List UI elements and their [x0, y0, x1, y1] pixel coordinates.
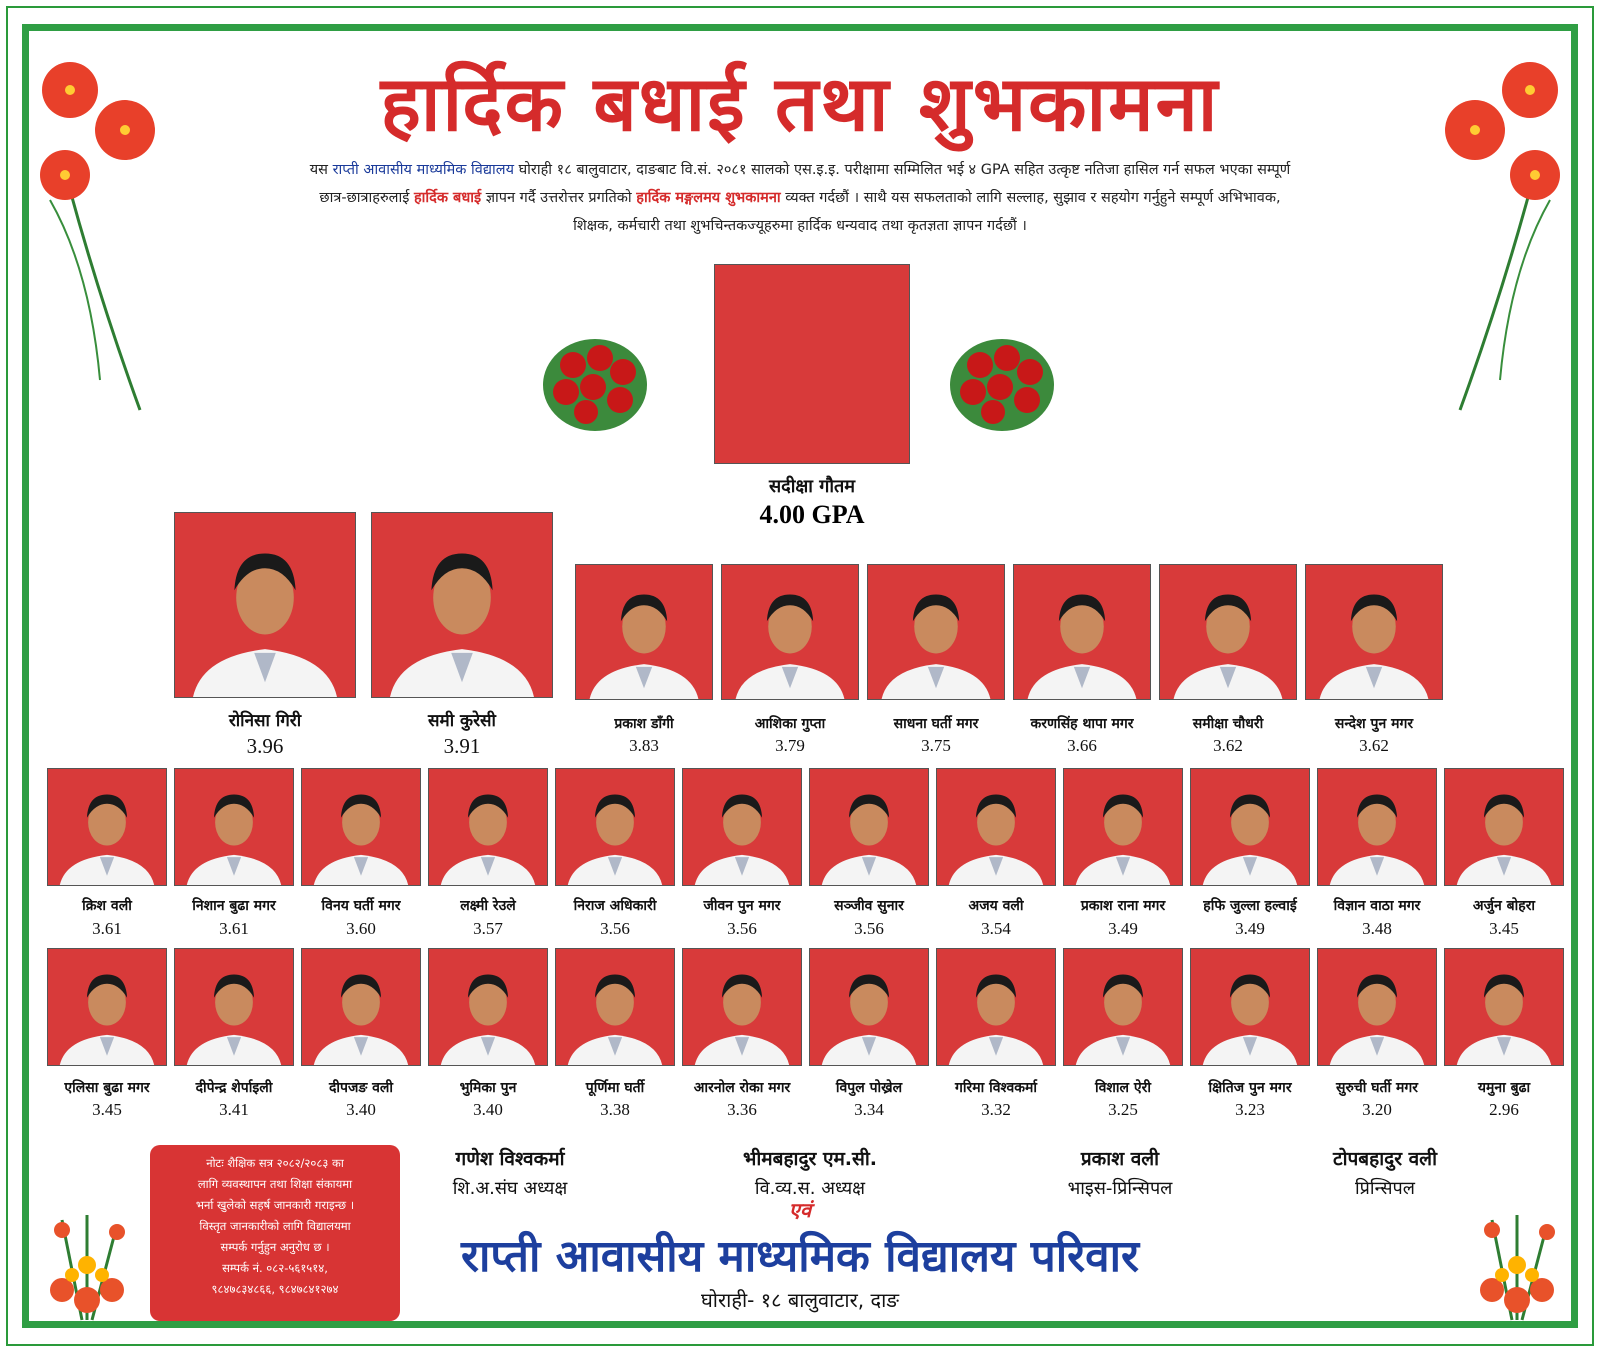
student-portrait-icon — [48, 769, 166, 885]
student-name: विपुल पोख्रेल — [835, 1080, 903, 1096]
student-portrait-icon — [429, 769, 547, 885]
student-portrait-icon — [556, 949, 674, 1065]
student-gpa: 3.48 — [1362, 919, 1392, 938]
student-gpa: 3.61 — [92, 919, 122, 938]
student-portrait-icon — [1318, 949, 1436, 1065]
student-portrait-icon — [1191, 769, 1309, 885]
student-photo — [1190, 948, 1310, 1066]
student-photo — [1013, 564, 1151, 700]
intro-text: ज्ञापन गर्दै उत्तरोत्तर प्रगतिको — [485, 190, 632, 206]
signatory-role: वि.व्य.स. अध्यक्ष — [754, 1178, 866, 1199]
student-photo — [301, 768, 421, 886]
student-photo — [809, 948, 929, 1066]
student-portrait-icon — [1445, 949, 1563, 1065]
student-name: आरनोल रोका मगर — [693, 1080, 791, 1096]
topper-name: सदीक्षा गौतम — [768, 476, 856, 497]
signatory-role: प्रिन्सिपल — [1355, 1178, 1415, 1199]
student-name: एलिसा बुढा मगर — [64, 1080, 150, 1096]
student-name: समीक्षा चौधरी — [1192, 716, 1264, 732]
note-line: सम्पर्क गर्नुहुन अनुरोध छ । — [220, 1240, 330, 1254]
intro-highlight: हार्दिक बधाई — [413, 190, 482, 206]
student-gpa: 3.79 — [775, 736, 805, 755]
student-portrait-icon — [48, 949, 166, 1065]
student-gpa: 3.32 — [981, 1100, 1011, 1119]
student-name: अजय वली — [968, 898, 1024, 914]
student-photo — [428, 768, 548, 886]
student-photo — [371, 512, 553, 698]
student-name: दीपजङ वली — [328, 1080, 394, 1096]
student-name: निराज अधिकारी — [573, 898, 657, 914]
student-gpa: 3.66 — [1067, 736, 1097, 755]
student-portrait-icon — [372, 513, 552, 697]
student-photo — [1444, 768, 1564, 886]
student-portrait-icon — [556, 769, 674, 885]
student-photo — [1063, 948, 1183, 1066]
student-gpa: 3.91 — [443, 734, 481, 758]
student-name: हफि जुल्ला हल्वाई — [1203, 898, 1297, 914]
signatory-name: टोपबहादुर वली — [1333, 1148, 1437, 1170]
student-gpa: 3.40 — [346, 1100, 376, 1119]
intro-highlight: हार्दिक मङ्गलमय शुभकामना — [636, 190, 781, 206]
student-photo — [47, 768, 167, 886]
rose-bouquet-right-icon — [945, 330, 1060, 435]
signatory-role: शि.अ.संघ अध्यक्ष — [452, 1178, 568, 1199]
student-name: प्रकाश राना मगर — [1080, 898, 1166, 914]
intro-text: छात्र-छात्राहरुलाई — [319, 190, 410, 206]
student-portrait-icon — [1064, 949, 1182, 1065]
student-portrait-icon — [683, 949, 801, 1065]
student-portrait-icon — [722, 565, 858, 699]
student-portrait-icon — [1014, 565, 1150, 699]
student-photo — [682, 768, 802, 886]
signatory-name: भीमबहादुर एम.सी. — [742, 1148, 878, 1170]
student-name: लक्ष्मी रेउले — [460, 898, 516, 914]
student-name: रोनिसा गिरी — [228, 711, 302, 731]
student-portrait-icon — [576, 565, 712, 699]
student-name: भुमिका पुन — [459, 1080, 517, 1096]
student-photo — [174, 512, 356, 698]
student-gpa: 3.41 — [219, 1100, 249, 1119]
student-photo — [936, 768, 1056, 886]
student-portrait-icon — [302, 949, 420, 1065]
student-name: विनय घर्ती मगर — [321, 898, 401, 914]
student-photo — [1444, 948, 1564, 1066]
student-gpa: 3.62 — [1213, 736, 1243, 755]
student-name: सञ्जीव सुनार — [834, 898, 904, 914]
student-portrait-icon — [1160, 565, 1296, 699]
student-name: यमुना बुढा — [1477, 1080, 1531, 1096]
student-photo — [867, 564, 1005, 700]
student-photo — [1317, 768, 1437, 886]
student-name: पूर्णिमा घर्ती — [585, 1080, 645, 1096]
student-photo — [555, 768, 675, 886]
topper-photo — [714, 264, 910, 464]
student-name: साधना घर्ती मगर — [893, 716, 979, 732]
student-photo — [1190, 768, 1310, 886]
student-photo — [1317, 948, 1437, 1066]
student-name: आशिका गुप्ता — [754, 716, 826, 732]
student-portrait-icon — [810, 769, 928, 885]
signatory-role: भाइस-प्रिन्सिपल — [1067, 1178, 1173, 1199]
intro-paragraph — [170, 156, 1430, 240]
student-gpa: 3.38 — [600, 1100, 630, 1119]
student-gpa: 3.45 — [1489, 919, 1519, 938]
intro-text: शिक्षक, कर्मचारी तथा शुभचिन्तकज्यूहरुमा हार्दिक धन्यवाद तथा कृतज्ञता ज्ञापन गर्दछौं । — [573, 218, 1027, 234]
student-gpa: 3.96 — [246, 734, 284, 758]
student-gpa: 3.36 — [727, 1100, 757, 1119]
note-line: ९८४७८३४८६६, ९८४७८४१२७४ — [211, 1282, 339, 1296]
student-photo — [428, 948, 548, 1066]
signatory-name: गणेश विश्वकर्मा — [455, 1148, 565, 1170]
student-gpa: 3.45 — [92, 1100, 122, 1119]
student-gpa: 3.49 — [1235, 919, 1265, 938]
student-gpa: 3.49 — [1108, 919, 1138, 938]
student-name: विशाल ऐरी — [1094, 1080, 1152, 1096]
student-portrait-icon — [1191, 949, 1309, 1065]
student-gpa: 3.75 — [921, 736, 951, 755]
student-gpa: 3.25 — [1108, 1100, 1138, 1119]
student-portrait-icon — [302, 769, 420, 885]
student-name: समी कुरेसी — [428, 711, 496, 731]
signatory-name: प्रकाश वली — [1080, 1148, 1160, 1170]
student-portrait-icon — [810, 949, 928, 1065]
student-name: प्रकाश डाँगी — [614, 716, 674, 732]
student-photo — [1159, 564, 1297, 700]
student-gpa: 3.57 — [473, 919, 503, 938]
school-address: घोराही- १८ बालुवाटार, दाङ — [700, 1288, 900, 1312]
student-name: विज्ञान वाठा मगर — [1333, 898, 1421, 914]
evam-text: एवं — [788, 1198, 812, 1222]
student-name: दीपेन्द्र शेर्पाइली — [195, 1080, 273, 1096]
student-portrait-icon — [1318, 769, 1436, 885]
student-portrait-icon — [937, 769, 1055, 885]
student-gpa: 3.62 — [1359, 736, 1389, 755]
note-line: लागि व्यवस्थापन तथा शिक्षा संकायमा — [197, 1177, 353, 1191]
student-photo — [555, 948, 675, 1066]
student-name: गरिमा विश्वकर्मा — [955, 1080, 1037, 1096]
student-gpa: 3.40 — [473, 1100, 503, 1119]
note-line: भर्ना खुलेको सहर्ष जानकारी गराइन्छ । — [195, 1198, 355, 1212]
student-gpa: 3.61 — [219, 919, 249, 938]
student-name: निशान बुढा मगर — [192, 898, 276, 914]
student-photo — [809, 768, 929, 886]
student-photo — [682, 948, 802, 1066]
student-name: सुरुची घर्ती मगर — [1336, 1080, 1418, 1096]
school-family-heading: राप्ती आवासीय माध्यमिक विद्यालय परिवार — [460, 1231, 1140, 1282]
student-portrait-icon — [175, 769, 293, 885]
intro-text: घोराही १८ बालुवाटार, दाङबाट वि.सं. २०८१ सालको एस.इ.इ. परीक्षामा सम्मिलित भई ४ GPA सहित उत्कृष्ट नतिजा हासिल गर्न सफल भएका सम्पूर्ण — [518, 162, 1291, 178]
student-portrait-icon — [1306, 565, 1442, 699]
student-photo — [1305, 564, 1443, 700]
student-name: क्रिश वली — [82, 898, 132, 914]
topper-gpa: 4.00 GPA — [759, 500, 865, 529]
rose-bouquet-left-icon — [538, 330, 653, 435]
note-line: सम्पर्क नं. ०८२-५६१५१४, — [222, 1261, 328, 1275]
student-gpa: 3.54 — [981, 919, 1011, 938]
student-gpa: 3.23 — [1235, 1100, 1265, 1119]
student-portrait-icon — [937, 949, 1055, 1065]
student-photo — [174, 768, 294, 886]
student-portrait-icon — [429, 949, 547, 1065]
student-name: क्षितिज पुन मगर — [1208, 1080, 1292, 1096]
student-gpa: 3.83 — [629, 736, 659, 755]
page-title: हार्दिक बधाई तथा शुभकामना — [380, 59, 1220, 148]
student-gpa: 3.56 — [727, 919, 757, 938]
student-gpa: 3.56 — [600, 919, 630, 938]
student-photo — [174, 948, 294, 1066]
intro-text: व्यक्त गर्दछौं । साथै यस सफलताको लागि सल्लाह, सुझाव र सहयोग गर्नुहुने सम्पूर्ण अभिभावक, — [785, 190, 1281, 206]
student-portrait-icon — [175, 513, 355, 697]
student-gpa: 3.60 — [346, 919, 376, 938]
student-portrait-icon — [683, 769, 801, 885]
student-photo — [47, 948, 167, 1066]
student-gpa: 3.20 — [1362, 1100, 1392, 1119]
student-portrait-icon — [1064, 769, 1182, 885]
student-photo — [721, 564, 859, 700]
student-name: जीवन पुन मगर — [703, 898, 781, 914]
note-line: विस्तृत जानकारीको लागि विद्यालयमा — [199, 1219, 351, 1233]
student-portrait-icon — [175, 949, 293, 1065]
student-name: करणसिंह थापा मगर — [1030, 716, 1134, 732]
student-name: अर्जुन बोहरा — [1472, 898, 1536, 914]
student-photo — [1063, 768, 1183, 886]
student-photo — [301, 948, 421, 1066]
student-photo — [575, 564, 713, 700]
student-portrait-icon — [1445, 769, 1563, 885]
student-photo — [936, 948, 1056, 1066]
student-portrait-icon — [868, 565, 1004, 699]
student-gpa: 2.96 — [1489, 1100, 1519, 1119]
note-line: नोटः शैक्षिक सत्र २०८२/२०८३ का — [206, 1156, 344, 1170]
intro-text: यस — [309, 162, 328, 178]
student-gpa: 3.56 — [854, 919, 884, 938]
student-gpa: 3.34 — [854, 1100, 884, 1119]
intro-school-name: राप्ती आवासीय माध्यमिक विद्यालय — [332, 162, 514, 178]
student-name: सन्देश पुन मगर — [1334, 716, 1414, 732]
